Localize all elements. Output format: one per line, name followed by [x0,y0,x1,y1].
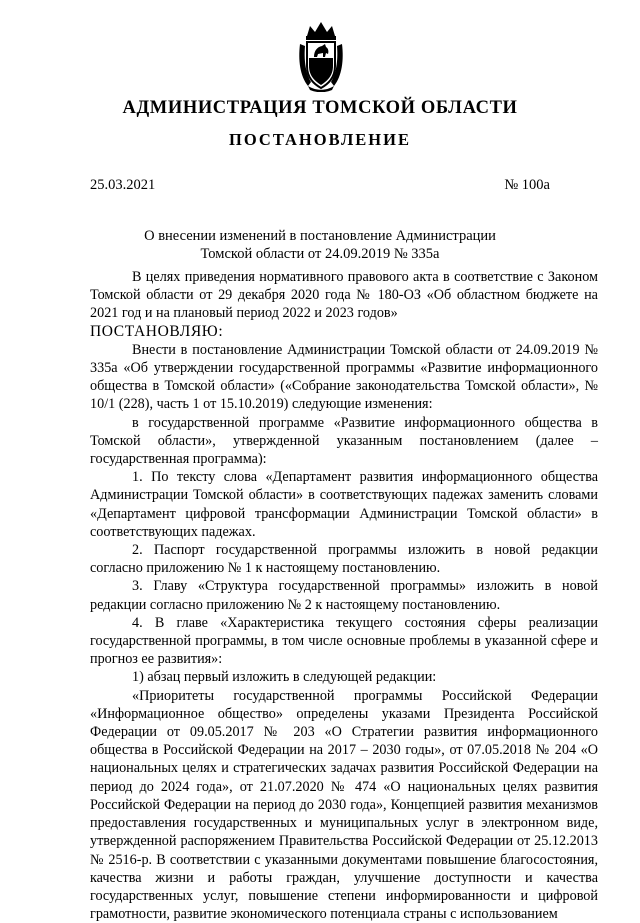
document-date: 25.03.2021 [90,177,156,193]
document-number: № 100а [504,177,550,193]
subject-line-2: Томской области от 24.09.2019 № 335а [200,246,440,262]
point-4-paragraph: 4. В главе «Характеристика текущего состояния сферы реализации государственной программы, в том числе основные проблемы в указанной сфере и прогноз ее развития»: [90,614,598,668]
document-subject [90,227,550,263]
item-intro-paragraph: Внести в постановление Администрации Томской области от 24.09.2019 № 335а «Об утверждении государственной программы «Развитие информационного общества в Томской области» («Собрание законодательства Томской области», № 10/1 (228), часть 1 от 15.10.2019) следующие изменения: [90,341,598,413]
program-intro-paragraph: в государственной программе «Развитие информационного общества в Томской области», утвержденной указанным постановлением (далее – государственная программа): [90,414,598,468]
subpoint-1-paragraph: 1) абзац первый изложить в следующей редакции: [132,669,437,686]
preamble-paragraph: В целях приведения нормативного правового акта в соответствие с Законом Томской области от 29 декабря 2020 года № 180-ОЗ «Об областном бюджете на 2021 год и на плановый период 2022 и 2023 годов» [90,269,598,322]
quote-paragraph: «Приоритеты государственной программы Российской Федерации «Информационное общество» определены указами Президента Российской Федерации от 09.05.2017 № 203 «О Стратегии развития информационного общества в Российской Федерации на 2017 – 2030 годы», от 07.05.2018 № 204 «О национальных целях и стратегических задачах развития Российской Федерации на период до 2024 года», от 21.07.2020 № 474 «О национальных целях развития Российской Федерации на период до 2030 года», Концепцией развития механизмов предоставления государственных и муниципальных услуг в электронном виде, утвержденной распоряжением Правительства Российской Федерации от 25.12.2013 № 2516-р. В соответствии с указанными документами повышение благосостояния, качества жизни и работы граждан, улучшение доступности и качества государственных услуг, повышение степени информированности и цифровой грамотности, развитие экономического потенциала страны с использованием [90,687,598,923]
coat-of-arms-icon [298,20,344,92]
decree-word: ПОСТАНОВЛЯЮ: [90,322,224,340]
organization-title: АДМИНИСТРАЦИЯ ТОМСКОЙ ОБЛАСТИ [122,98,518,118]
document-body [90,268,598,923]
point-2-paragraph: 2. Паспорт государственной программы изложить в новой редакции согласно приложению № 1 к настоящему постановлению. [90,542,598,577]
subject-line-1: О внесении изменений в постановление Администрации [144,228,496,244]
point-3-paragraph: 3. Главу «Структура государственной программы» изложить в новой редакции согласно приложению № 2 к настоящему постановлению. [90,578,598,613]
point-1-paragraph: 1. По тексту слова «Департамент развития информационного общества Администрации Томской области» в соответствующих падежах заменить словами «Департамент цифровой трансформации Администрации Томской области» в соответствующих падежах. [90,469,598,540]
document-type: ПОСТАНОВЛЕНИЕ [229,130,411,149]
